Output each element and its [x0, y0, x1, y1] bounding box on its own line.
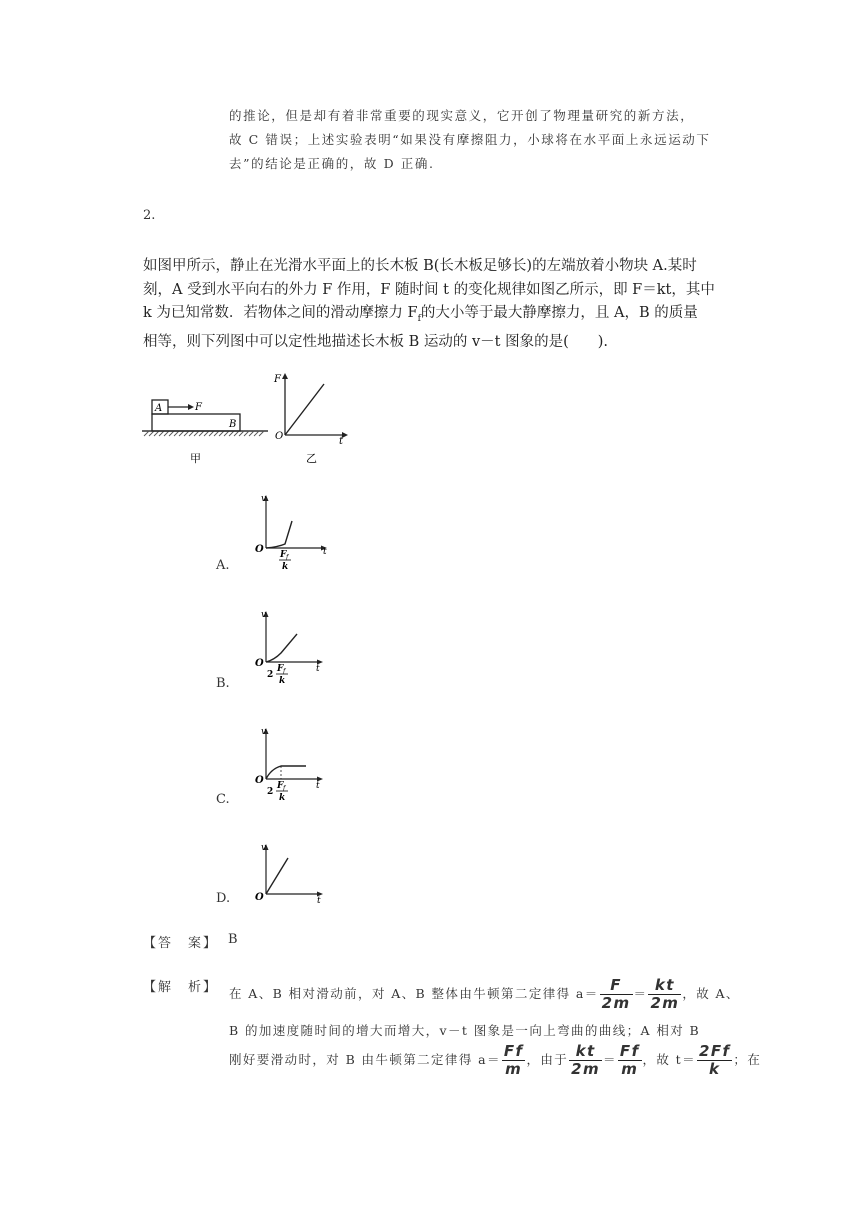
- axis-t-label: t: [323, 547, 327, 557]
- text-segment: ，由于: [526, 1052, 569, 1067]
- fraction: $\frac{F}{2m}$: [601, 976, 631, 1012]
- text-line: [143, 302, 733, 331]
- option-d-letter[interactable]: D.: [216, 891, 231, 906]
- axis-t-label: t: [339, 436, 344, 447]
- vt-curve: [266, 521, 292, 548]
- setup-figure: [140, 370, 360, 465]
- tick-numerator: F: [277, 664, 284, 674]
- tick-prefix: 2: [267, 670, 274, 680]
- axis-t-label: t: [317, 896, 321, 906]
- tick-subscript: f: [283, 668, 286, 675]
- fraction: $\frac{Ff}{m}$: [503, 1042, 524, 1078]
- analysis-line-1: 在 A、B 相对滑动前，对 A、B 整体由牛顿第二定律得 a＝ $\frac{F}{2m}$ ＝ $\frac{kt}{2m}$ ，故 A、: [229, 976, 740, 1012]
- tick-numerator: F: [277, 781, 284, 791]
- tick-prefix: 2: [267, 787, 274, 797]
- text-segment: ，故 t＝: [642, 1052, 696, 1067]
- tick-denominator: k: [279, 793, 286, 803]
- option-c-graph[interactable]: [252, 724, 337, 809]
- axis-v-label: v: [261, 727, 267, 737]
- option-a-letter[interactable]: A.: [216, 558, 230, 573]
- origin-label: O: [255, 544, 264, 555]
- vt-line: [266, 858, 288, 894]
- force-label: F: [195, 402, 202, 413]
- origin-label: O: [275, 431, 284, 442]
- tick-numerator: F: [280, 550, 287, 560]
- label-yi: 乙: [306, 452, 317, 465]
- analysis-label: 【解 析】: [143, 980, 219, 995]
- vt-curve: [266, 634, 297, 662]
- text-line: 故 C 错误；上述实验表明“如果没有摩擦阻力，小球将在水平面上永远运动下: [229, 132, 711, 147]
- vt-curve: [266, 766, 306, 779]
- axis-t-label: t: [316, 664, 320, 674]
- option-b-letter[interactable]: B.: [216, 676, 230, 691]
- origin-label: O: [255, 892, 264, 903]
- question-number: 2.: [143, 208, 156, 223]
- axis-f-label: F: [274, 374, 281, 385]
- text-segment: ，故 A、: [682, 986, 740, 1001]
- board-b: [152, 414, 240, 431]
- axis-t-label: t: [316, 781, 320, 791]
- option-b-graph[interactable]: [252, 607, 337, 692]
- fraction: $\frac{2Ff}{k}$: [699, 1042, 731, 1078]
- subscript: f: [417, 313, 421, 324]
- origin-label: O: [255, 775, 264, 786]
- fraction: $\frac{kt}{2m}$: [650, 976, 680, 1012]
- fraction: $\frac{Ff}{m}$: [619, 1042, 640, 1078]
- block-a-label: A: [155, 403, 163, 414]
- f-kt-line: [285, 384, 324, 435]
- origin-label: O: [255, 658, 264, 669]
- analysis-line-3: 刚好要滑动时，对 B 由牛顿第二定律得 a＝ $\frac{Ff}{m}$ ，由于 $\frac{kt}{2m}$ ＝ $\frac{Ff}{m}$ ，故 t＝ $\frac{2Ff}{k}$ ；在: [229, 1042, 762, 1078]
- text-line: 刻，A 受到水平向右的外力 F 作用，F 随时间 t 的变化规律如图乙所示，即 F＝kt，其中: [143, 281, 715, 298]
- text-line: 去”的结论是正确的，故 D 正确.: [229, 156, 435, 171]
- option-d-graph[interactable]: [252, 840, 337, 910]
- label-jia: 甲: [190, 452, 201, 465]
- tick-denominator: k: [279, 676, 286, 686]
- text-line: 的推论，但是却有着非常重要的现实意义，它开创了物理量研究的新方法，: [229, 108, 695, 123]
- axis-v-label: v: [261, 494, 267, 504]
- text-segment: 在 A、B 相对滑动前，对 A、B 整体由牛顿第二定律得 a＝: [229, 986, 599, 1001]
- text-segment: k 为已知常数．若物体之间的滑动摩擦力 F: [143, 305, 418, 321]
- analysis-line-2: B 的加速度随时间的增大而增大，v－t 图象是一向上弯曲的曲线；A 相对 B: [229, 1023, 701, 1038]
- tick-denominator: k: [282, 562, 289, 572]
- text-segment: 的大小等于最大静摩擦力，且 A，B 的质量: [420, 305, 698, 321]
- option-c-letter[interactable]: C.: [216, 792, 230, 807]
- answer-label: 【答 案】: [143, 936, 219, 951]
- axis-v-label: v: [261, 610, 267, 620]
- tick-subscript: f: [283, 785, 286, 792]
- answer-value: B: [228, 932, 238, 947]
- text-segment: ；在: [733, 1052, 762, 1067]
- option-a-graph[interactable]: [252, 490, 337, 575]
- tick-subscript: f: [286, 554, 289, 561]
- text-segment: 刚好要滑动时，对 B 由牛顿第二定律得 a＝: [229, 1052, 501, 1067]
- axis-v-label: v: [261, 843, 267, 853]
- text-line: 相等，则下列图中可以定性地描述长木板 B 运动的 v－t 图象的是( ).: [143, 334, 609, 351]
- block-b-label: B: [229, 419, 237, 430]
- text-line: 如图甲所示，静止在光滑水平面上的长木板 B(长木板足够长)的左端放着小物块 A.某时: [143, 258, 697, 274]
- previous-explanation: [229, 104, 729, 176]
- fraction: $\frac{kt}{2m}$: [571, 1042, 601, 1078]
- question-stem: [143, 255, 733, 355]
